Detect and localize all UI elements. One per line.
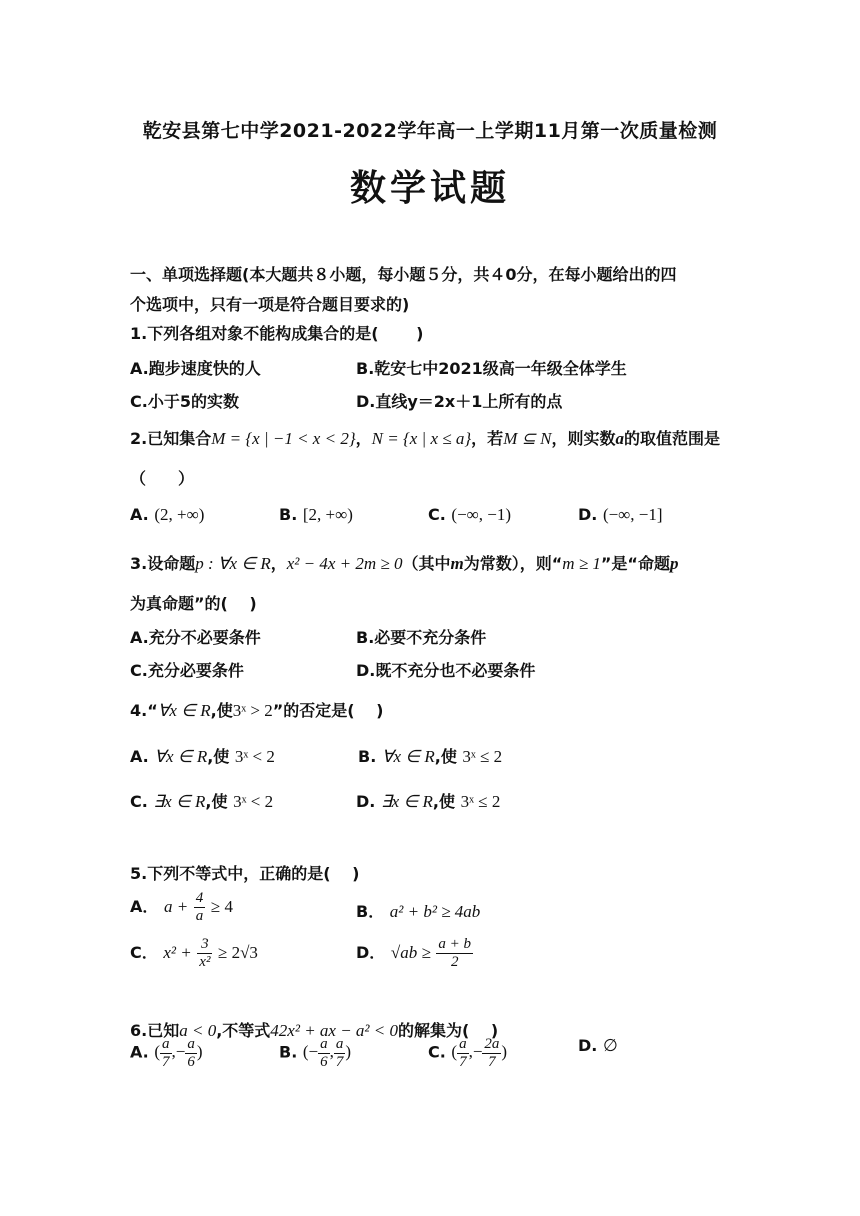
q5-a-fraction bbox=[194, 890, 206, 925]
q5-b-label: B． bbox=[356, 902, 385, 921]
q5-a-denominator: a bbox=[195, 908, 204, 924]
q6-suffix: 的解集为( ) bbox=[398, 1021, 499, 1040]
q5-a-post: ≥ 4 bbox=[210, 897, 233, 916]
q6-d-value: ∅ bbox=[602, 1036, 618, 1055]
q2-sep: ， bbox=[355, 429, 372, 448]
question-5-stem: 5.下列不等式中，正确的是( ) bbox=[130, 864, 360, 883]
q4-c-expr: 3ˣ < 2 bbox=[233, 792, 274, 811]
question-3-option-b: B.必要不充分条件 bbox=[356, 628, 487, 647]
q4-expression: 3ˣ > 2 bbox=[232, 701, 273, 720]
question-6-option-c bbox=[428, 1036, 507, 1071]
q5-c-label: C． bbox=[130, 943, 158, 962]
question-3-line2: 为真命题”的( ) bbox=[130, 594, 257, 613]
q2-prefix: 2.已知集合 bbox=[130, 429, 212, 448]
q4-b-label: B. bbox=[358, 747, 377, 766]
q5-d-pre: √ab ≥ bbox=[390, 943, 431, 962]
question-2-option-c bbox=[428, 505, 511, 525]
q6-condition: a < 0 bbox=[179, 1021, 217, 1040]
q3-mid: （其中 bbox=[402, 554, 451, 573]
q2-a-value: (2, +∞) bbox=[154, 505, 205, 524]
question-1-option-b: B.乾安七中2021级高一年级全体学生 bbox=[356, 359, 627, 378]
q5-b-expr: a² + b² ≥ 4ab bbox=[389, 902, 481, 921]
q4-a-expr: 3ˣ < 2 bbox=[234, 747, 275, 766]
q6-b-label: B. bbox=[279, 1042, 298, 1062]
q3-sep: ， bbox=[270, 554, 287, 573]
q5-a-pre: a + bbox=[163, 897, 189, 916]
q4-b-mid: ,使 bbox=[434, 747, 457, 766]
q6-expression: 42x² + ax − a² < 0 bbox=[270, 1021, 398, 1040]
question-4-option-d bbox=[356, 789, 500, 812]
q4-suffix: ”的否定是( ) bbox=[272, 701, 384, 720]
q4-mid: ,使 bbox=[210, 701, 233, 720]
q6-b-render: (− $\frac{a}{6}$ , $\frac{a}{7}$ ) bbox=[302, 1036, 352, 1070]
q3-p-var: p bbox=[669, 554, 679, 573]
q2-d-label: D. bbox=[578, 505, 598, 524]
q2-suffix: ，则实数 bbox=[551, 429, 616, 448]
q4-b-expr: 3ˣ ≤ 2 bbox=[462, 747, 503, 766]
q6-mid: ,不等式 bbox=[216, 1021, 271, 1040]
question-5-option-d bbox=[356, 936, 473, 971]
exam-subtitle: 乾安县第七中学2021-2022学年高一上学期11月第一次质量检测 bbox=[142, 120, 718, 142]
q3-mid2: 为常数），则“ bbox=[463, 554, 563, 573]
q2-end: 的取值范围是 bbox=[623, 429, 720, 448]
section-heading-line1: 一、单项选择题(本大题共８小题，每小题５分，共４0分，在每小题给出的四 bbox=[130, 265, 677, 284]
question-1-option-c: C.小于5的实数 bbox=[130, 392, 239, 411]
q2-b-value: [2, +∞) bbox=[302, 505, 353, 524]
question-6-option-d bbox=[578, 1036, 618, 1056]
q4-prefix: 4.“ bbox=[130, 701, 158, 720]
question-2-option-a bbox=[130, 505, 204, 525]
question-5-option-a bbox=[130, 890, 233, 925]
question-2-paren: （ ） bbox=[130, 469, 195, 488]
question-1-stem: 1.下列各组对象不能构成集合的是( ) bbox=[130, 324, 424, 343]
q4-a-quantifier: ∀x ∈ R bbox=[154, 747, 208, 766]
q3-condition: m ≥ 1 bbox=[562, 554, 601, 573]
q2-c-label: C. bbox=[428, 505, 446, 524]
q6-prefix: 6.已知 bbox=[130, 1021, 180, 1040]
q3-proposition: p : ∀x ∈ R bbox=[195, 554, 271, 573]
question-4-stem bbox=[130, 698, 383, 721]
q4-c-label: C. bbox=[130, 792, 148, 811]
q2-mid: ，若 bbox=[471, 429, 504, 448]
q5-a-numerator: 4 bbox=[195, 890, 204, 906]
question-5-option-c bbox=[130, 936, 258, 971]
q4-a-mid: ,使 bbox=[207, 747, 230, 766]
q2-b-label: B. bbox=[279, 505, 298, 524]
q5-d-numerator: a + b bbox=[438, 936, 471, 952]
q2-variable: a bbox=[615, 429, 624, 448]
q5-c-numerator: 3 bbox=[197, 936, 212, 954]
q4-a-label: A. bbox=[130, 747, 149, 766]
q6-a-render: ( $\frac{a}{7}$ ,− $\frac{a}{6}$ ) bbox=[154, 1036, 203, 1070]
exam-title: 数学试题 bbox=[349, 167, 510, 209]
q5-d-denominator: 2 bbox=[450, 954, 459, 970]
q3-expression: x² − 4x + 2m ≥ 0 bbox=[286, 554, 403, 573]
q5-c-fraction bbox=[197, 936, 212, 971]
q5-c-denominator: x² bbox=[199, 954, 211, 970]
q2-set-m: M = {x | −1 < x < 2} bbox=[211, 429, 356, 448]
question-3-option-d: D.既不充分也不必要条件 bbox=[356, 661, 536, 680]
q6-d-label: D. bbox=[578, 1036, 598, 1055]
q4-c-mid: ,使 bbox=[205, 792, 228, 811]
q2-a-label: A. bbox=[130, 505, 149, 524]
q2-d-value: (−∞, −1] bbox=[602, 505, 663, 524]
q4-quantifier: ∀x ∈ R bbox=[157, 701, 211, 720]
q5-d-fraction bbox=[436, 936, 473, 971]
q2-c-value: (−∞, −1) bbox=[451, 505, 512, 524]
q4-d-mid: ,使 bbox=[432, 792, 456, 811]
q4-d-expr: 3ˣ ≤ 2 bbox=[460, 792, 501, 811]
question-4-option-b bbox=[358, 744, 502, 767]
question-5-option-b bbox=[356, 899, 480, 922]
q6-c-render: ( $\frac{a}{7}$ ,− $\frac{2a}{7}$ ) bbox=[451, 1036, 508, 1070]
question-3-option-c: C.充分必要条件 bbox=[130, 661, 244, 680]
question-2-stem bbox=[130, 426, 720, 449]
section-heading-line2: 个选项中，只有一项是符合题目要求的) bbox=[130, 295, 410, 314]
question-2-option-d bbox=[578, 505, 663, 525]
question-1-option-d: D.直线y＝2x＋1上所有的点 bbox=[356, 392, 563, 411]
q5-d-label: D． bbox=[356, 943, 386, 962]
question-4-option-c bbox=[130, 789, 273, 812]
q6-c-label: C. bbox=[428, 1042, 446, 1062]
q5-a-label: A． bbox=[130, 897, 159, 916]
q4-d-quantifier: ∃x ∈ R bbox=[380, 792, 433, 811]
question-3-stem bbox=[130, 551, 678, 574]
q3-m-var: m bbox=[450, 554, 464, 573]
question-2-option-b bbox=[279, 505, 353, 525]
q4-b-quantifier: ∀x ∈ R bbox=[381, 747, 435, 766]
q5-c-post: ≥ 2√3 bbox=[218, 943, 258, 962]
q3-suffix: ”是“命题 bbox=[600, 554, 670, 573]
q3-prefix: 3.设命题 bbox=[130, 554, 196, 573]
q2-set-n: N = {x | x ≤ a} bbox=[371, 429, 472, 448]
question-4-option-a bbox=[130, 744, 275, 767]
q5-c-pre: x² + bbox=[163, 943, 192, 962]
q4-c-quantifier: ∃x ∈ R bbox=[153, 792, 206, 811]
q4-d-label: D. bbox=[356, 792, 376, 811]
question-6-option-a bbox=[130, 1036, 203, 1071]
question-3-option-a: A.充分不必要条件 bbox=[130, 628, 261, 647]
question-6-option-b bbox=[279, 1036, 351, 1071]
question-1-option-a: A.跑步速度快的人 bbox=[130, 359, 261, 378]
q6-a-label: A. bbox=[130, 1042, 149, 1062]
q2-relation: M ⊆ N bbox=[503, 429, 552, 448]
